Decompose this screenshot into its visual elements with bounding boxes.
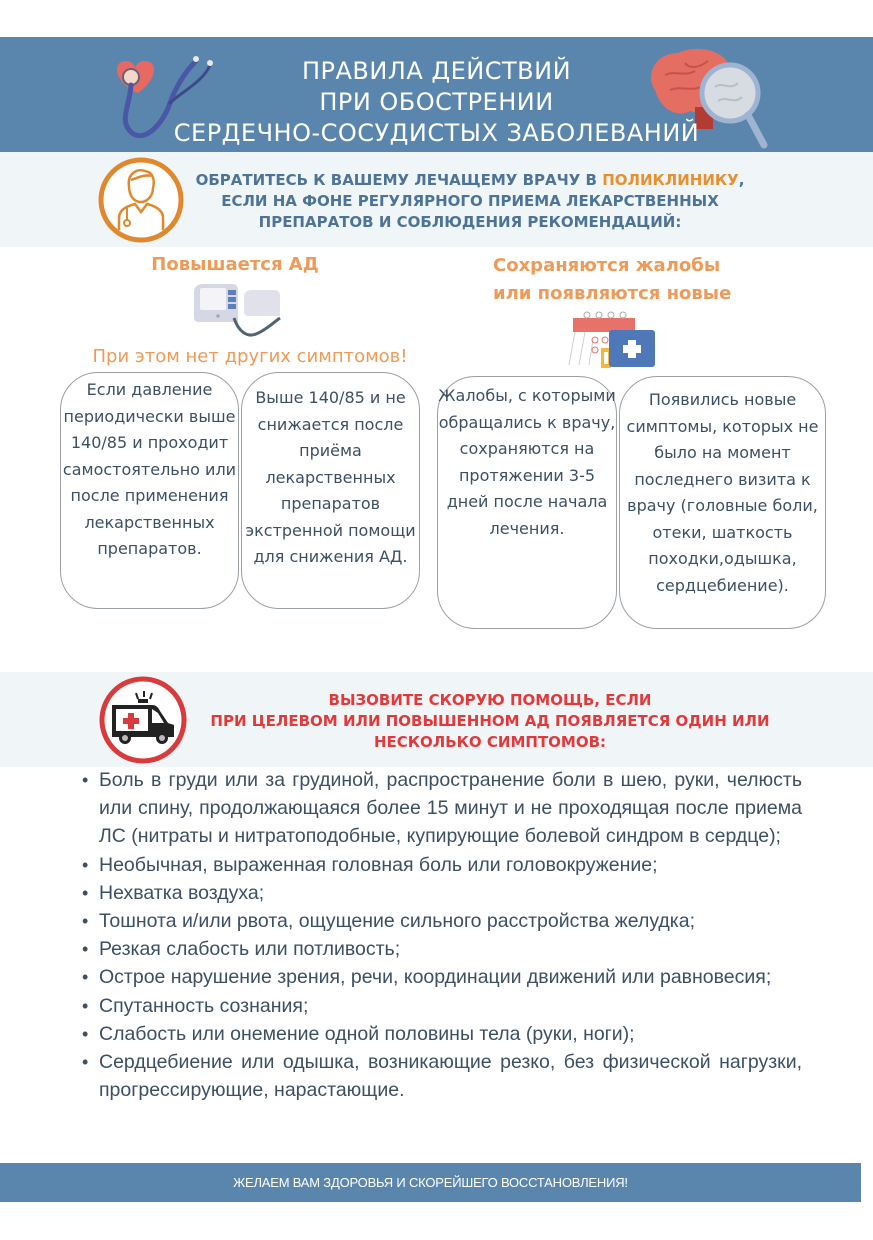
right-heading-line-1: Сохраняются жалобы	[493, 255, 721, 276]
symptom-item: • Боль в груди или за грудиной, распространение боли в шею, руки, челюсть или спину, продолжающаяся более 15 минут и не проходящая после приема ЛС (нитраты и нитратоподобные, купирующие болевой синдром в сердце);	[80, 766, 802, 851]
symptom-item: • Спутанность сознания;	[80, 992, 802, 1020]
clinic-text-line-2: ЕСЛИ НА ФОНЕ РЕГУЛЯРНОГО ПРИЕМА ЛЕКАРСТВЕННЫХ	[221, 192, 719, 210]
footer-banner: ЖЕЛАЕМ ВАМ ЗДОРОВЬЯ И СКОРЕЙШЕГО ВОССТАНОВЛЕНИЯ!	[0, 1163, 861, 1202]
blood-pressure-monitor-icon	[190, 282, 285, 344]
calendar-first-aid-icon	[565, 310, 660, 370]
left-card-2: Выше 140/85 и не снижается после приёма лекарственных препаратов экстренной помощи для снижения АД.	[241, 372, 420, 609]
emergency-text-line-1: ВЫЗОВИТЕ СКОРУЮ ПОМОЩЬ, ЕСЛИ	[328, 691, 652, 709]
emergency-text-line-2: ПРИ ЦЕЛЕВОМ ИЛИ ПОВЫШЕННОМ АД ПОЯВЛЯЕТСЯ ОДИН ИЛИ	[210, 712, 770, 730]
header-title-line-2: ПРИ ОБОСТРЕНИИ	[319, 88, 554, 116]
right-heading-line-2: или появляются новые	[493, 283, 732, 304]
right-card-2: Появились новые симптомы, которых не было на момент последнего визита к врачу (головные боли, отеки, шаткость походки,одышка, сердцебиение).	[619, 376, 826, 629]
symptom-item: • Нехватка воздуха;	[80, 879, 802, 907]
symptom-item: • Необычная, выраженная головная боль или головокружение;	[80, 851, 802, 879]
right-card-1: Жалобы, с которыми обращались к врачу, сохраняются на протяжении 3-5 дней после начала лечения.	[437, 376, 617, 629]
clinic-text-line-1: ОБРАТИТЕСЬ К ВАШЕМУ ЛЕЧАЩЕМУ ВРАЧУ В ПОЛИКЛИНИКУ,	[195, 171, 745, 189]
emergency-text-line-3: НЕСКОЛЬКО СИМПТОМОВ:	[373, 733, 607, 751]
header-title-line-1: ПРАВИЛА ДЕЙСТВИЙ	[301, 57, 572, 85]
symptom-item: • Тошнота и/или рвота, ощущение сильного расстройства желудка;	[80, 907, 802, 935]
clinic-accent: ПОЛИКЛИНИКУ	[602, 171, 739, 189]
symptom-item: • Сердцебиение или одышка, возникающие резко, без физической нагрузки, прогрессирующие, нарастающие.	[80, 1048, 802, 1104]
clinic-text-line-3: ПРЕПАРАТОВ И СОБЛЮДЕНИЯ РЕКОМЕНДАЦИЙ:	[258, 213, 682, 231]
header-title-line-3: СЕРДЕЧНО-СОСУДИСТЫХ ЗАБОЛЕВАНИЙ	[173, 119, 700, 147]
left-card-1: Если давление периодически выше 140/85 и проходит самостоятельно или после применения лекарственных препаратов.	[60, 372, 239, 609]
symptom-item: • Слабость или онемение одной половины тела (руки, ноги);	[80, 1020, 802, 1048]
symptom-item: • Резкая слабость или потливость;	[80, 935, 802, 963]
left-heading: Повышается АД	[151, 254, 319, 275]
symptoms-list	[80, 766, 802, 1104]
symptom-item: • Острое нарушение зрения, речи, координации движений или равновесия;	[80, 963, 802, 991]
left-subheading: При этом нет других симптомов!	[92, 346, 408, 367]
